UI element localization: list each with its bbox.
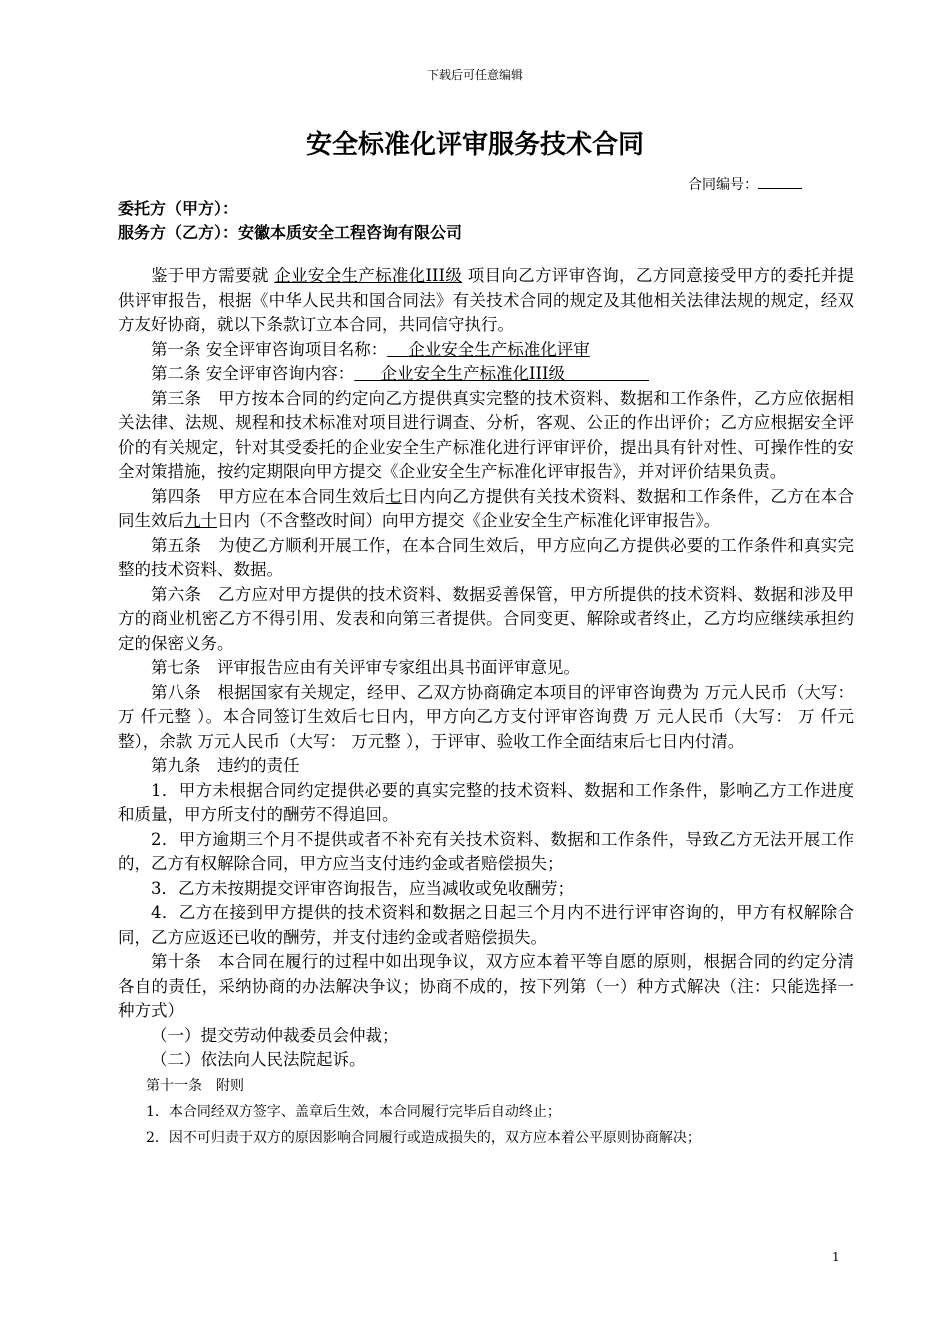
article-3: 第三条 甲方按本合同的约定向乙方提供真实完整的技术资料、数据和工作条件，乙方应依据相关法律、法规、规程和技术标准对项目进行调查、分析，客观、公正的作出评价；乙方应根据安全评价的有关规定，针对其受委托的企业安全生产标准化进行评审评价，提出具有针对性、可操作性的安全对策措施，按约定期限向甲方提交《企业安全生产标准化评审报告》，并对评价结果负责。 <box>118 388 854 481</box>
article-6: 第六条 乙方应对甲方提供的技术资料、数据妥善保管，甲方所提供的技术资料、数据和涉及甲方的商业机密乙方不得引用、发表和向第三者提供。合同变更、解除或者终止，乙方均应继续承担约定的保密义务。 <box>118 584 854 653</box>
article-9-item: 2．甲方逾期三个月不提供或者不补充有关技术资料、数据和工作条件，导致乙方无法开展工作的，乙方有权解除合同，甲方应当支付违约金或者赔偿损失； <box>118 829 854 873</box>
article-11-item: 2．因不可归责于双方的原因影响合同履行或造成损失的，双方应本着公平原则协商解决； <box>146 1129 701 1146</box>
contract-number <box>688 174 802 194</box>
article-10-item: （二）依法向人民法院起诉。 <box>151 1050 366 1069</box>
article-8: 第八条 根据国家有关规定，经甲、乙双方协商确定本项目的评审咨询费为 万元人民币（大写： 万 仟元整 ）。本合同签订生效后七日内，甲方向乙方支付评审咨询费 万 元人民币（大写： 万 仟元整），余款 万元人民币（大写： 万元整 ），于评审、验收工作全面结束后七日内付清。 <box>118 682 854 751</box>
project-name: 企业安全生产标准化III级 <box>274 266 463 285</box>
article-1: 第一条 安全评审咨询项目名称： 企业安全生产标准化评审 <box>151 339 590 359</box>
article-4: 第四条 甲方应在本合同生效后七日内向乙方提供有关技术资料、数据和工作条件，乙方在本合同生效后九十日内（不含整改时间）向甲方提交《企业安全生产标准化评审报告》。 <box>118 486 855 530</box>
days-first: 七 <box>385 486 403 506</box>
party-a: 委托方（甲方）： <box>118 199 239 218</box>
days-second: 九十 <box>184 511 217 530</box>
article-10: 第十条 本合同在履行的过程中如出现争议，双方应本着平等自愿的原则，根据合同的约定分清各自的责任，采纳协商的办法解决争议；协商不成的，按下列第（一）种方式解决（注：只能选择一种方式） <box>118 952 854 1020</box>
article-9: 第九条 违约的责任 <box>151 756 300 775</box>
contract-body <box>118 264 854 1151</box>
article-10-item: （一）提交劳动仲裁委员会仲裁； <box>151 1025 399 1045</box>
article-11-item: 1．本合同经双方签字、盖章后生效，本合同履行完毕后自动终止； <box>146 1103 561 1120</box>
article-1-value: 企业安全生产标准化评审 <box>408 339 590 359</box>
article-9-item: 4．乙方在接到甲方提供的技术资料和数据之日起三个月内不进行评审咨询的，甲方有权解除合同，乙方应返还已收的酬劳，并支付违约金或者赔偿损失。 <box>118 903 854 947</box>
contract-number-label: 合同编号： <box>688 177 758 193</box>
article-7: 第七条 评审报告应由有关评审专家组出具书面评审意见。 <box>151 658 580 677</box>
article-2: 第二条 安全评审咨询内容： 企业安全生产标准化III级 <box>151 364 566 383</box>
contract-number-blank <box>758 176 802 189</box>
preamble: 鉴于甲方需要就 企业安全生产标准化III级 项目向乙方评审咨询，乙方同意接受甲方的委托并提供评审报告，根据《中华人民共和国合同法》有关技术合同的规定及其他相关法律法规的规定，经双方友好协商，就以下条款订立本合同，共同信守执行。 <box>118 266 855 334</box>
party-b: 服务方（乙方）：安徽本质安全工程咨询有限公司 <box>118 223 463 242</box>
article-9-item: 1．甲方未根据合同约定提供必要的真实完整的技术资料、数据和工作条件，影响乙方工作进度和质量，甲方所支付的酬劳不得追回。 <box>118 780 854 824</box>
document-title: 安全标准化评审服务技术合同 <box>305 130 644 160</box>
header-note: 下载后可任意编辑 <box>426 68 523 82</box>
page-number: 1 <box>832 1250 840 1264</box>
article-9-item: 3．乙方未按期提交评审咨询报告，应当减收或免收酬劳； <box>151 878 574 898</box>
article-5: 第五条 为使乙方顺利开展工作，在本合同生效后，甲方应向乙方提供必要的工作条件和真实完整的技术资料、数据。 <box>118 535 854 579</box>
article-2-value: 企业安全生产标准化III级 <box>380 364 566 383</box>
article-11: 第十一条 附则 <box>146 1077 244 1094</box>
